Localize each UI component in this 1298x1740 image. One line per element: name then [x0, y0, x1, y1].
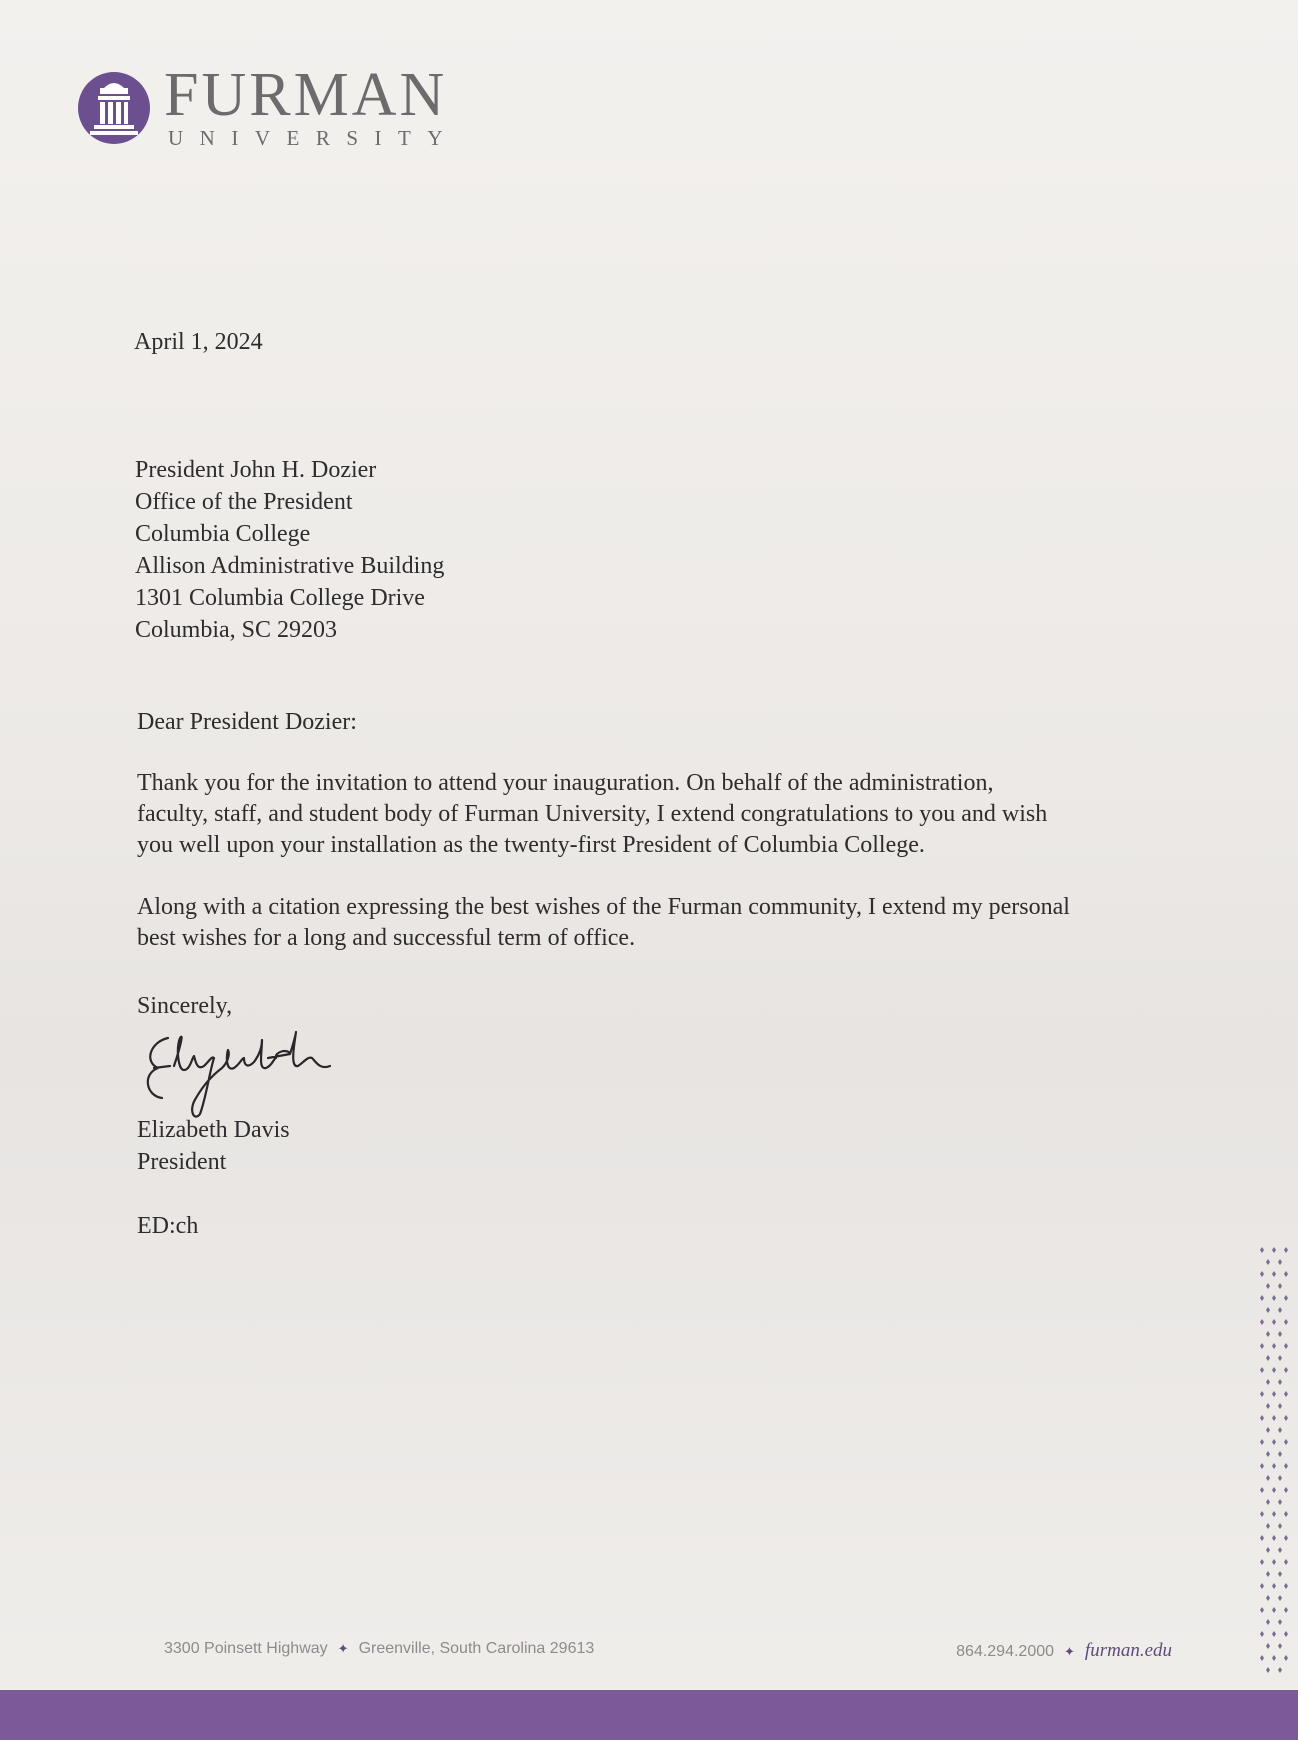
- pattern-dot: [1284, 1511, 1288, 1517]
- pattern-dot: [1260, 1319, 1264, 1325]
- pattern-dot: [1278, 1403, 1282, 1409]
- pattern-dot: [1260, 1583, 1264, 1589]
- pattern-dot: [1266, 1523, 1270, 1529]
- pattern-dot: [1278, 1259, 1282, 1265]
- pattern-dot: [1272, 1271, 1276, 1277]
- pattern-dot: [1260, 1343, 1264, 1349]
- footer-address: [164, 1640, 594, 1658]
- pattern-dot: [1284, 1271, 1288, 1277]
- pattern-dot: [1266, 1619, 1270, 1625]
- pattern-dot: [1272, 1631, 1276, 1637]
- bottom-purple-bar: [0, 1690, 1298, 1740]
- pattern-dot: [1266, 1451, 1270, 1457]
- pattern-dot: [1278, 1595, 1282, 1601]
- pattern-dot: [1284, 1415, 1288, 1421]
- pattern-dot: [1284, 1487, 1288, 1493]
- pattern-dot: [1266, 1571, 1270, 1577]
- handwritten-signature: [140, 1018, 400, 1118]
- closing: Sincerely,: [137, 993, 233, 1019]
- pattern-dot: [1284, 1607, 1288, 1613]
- address-line: President John H. Dozier: [135, 457, 377, 483]
- pattern-dot: [1266, 1259, 1270, 1265]
- pattern-dot: [1260, 1415, 1264, 1421]
- address-line: Allison Administrative Building: [135, 553, 445, 579]
- pattern-dot: [1260, 1367, 1264, 1373]
- pattern-dot: [1272, 1295, 1276, 1301]
- pattern-dot: [1272, 1655, 1276, 1661]
- pattern-dot: [1284, 1319, 1288, 1325]
- pattern-dot: [1284, 1655, 1288, 1661]
- pattern-dot: [1278, 1451, 1282, 1457]
- paragraph-line: Thank you for the invitation to attend your inauguration. On behalf of the administration,: [137, 770, 994, 796]
- recipient-address: [135, 454, 444, 646]
- body-paragraph-1: [137, 768, 1047, 861]
- pattern-dot: [1272, 1439, 1276, 1445]
- pattern-dot: [1272, 1415, 1276, 1421]
- pattern-dot: [1266, 1643, 1270, 1649]
- pattern-dot: [1266, 1475, 1270, 1481]
- pattern-dot: [1260, 1271, 1264, 1277]
- paragraph-line: you well upon your installation as the twenty-first President of Columbia College.: [137, 832, 925, 858]
- pattern-dot: [1266, 1547, 1270, 1553]
- pattern-dot: [1278, 1643, 1282, 1649]
- letter-date: April 1, 2024: [134, 329, 263, 355]
- pattern-dot: [1278, 1667, 1282, 1673]
- pattern-dot: [1272, 1487, 1276, 1493]
- pattern-dot: [1260, 1535, 1264, 1541]
- pattern-dot: [1260, 1511, 1264, 1517]
- pattern-dot: [1284, 1463, 1288, 1469]
- pattern-dot: [1266, 1427, 1270, 1433]
- pattern-dot: [1272, 1535, 1276, 1541]
- pattern-dot: [1284, 1367, 1288, 1373]
- pattern-dot: [1284, 1343, 1288, 1349]
- pattern-dot: [1278, 1427, 1282, 1433]
- pattern-dot: [1260, 1487, 1264, 1493]
- pattern-dot: [1272, 1343, 1276, 1349]
- footer-website: furman.edu: [1084, 1640, 1172, 1661]
- pattern-dot: [1284, 1583, 1288, 1589]
- pattern-dot: [1266, 1355, 1270, 1361]
- address-line: 1301 Columbia College Drive: [135, 585, 425, 611]
- pattern-dot: [1278, 1619, 1282, 1625]
- pattern-dot: [1260, 1631, 1264, 1637]
- pattern-dot: [1272, 1367, 1276, 1373]
- pattern-dot: [1260, 1247, 1264, 1253]
- pattern-dot: [1266, 1331, 1270, 1337]
- pattern-dot: [1284, 1439, 1288, 1445]
- pattern-dot: [1260, 1439, 1264, 1445]
- footer-phone: 864.294.2000: [956, 1643, 1055, 1660]
- pattern-dot: [1278, 1475, 1282, 1481]
- pattern-dot: [1278, 1571, 1282, 1577]
- footer-contact: [956, 1640, 1172, 1662]
- pattern-dot: [1278, 1523, 1282, 1529]
- footer-city: Greenville, South Carolina 29613: [358, 1640, 595, 1657]
- diamond-separator-icon: ✦: [337, 1641, 349, 1656]
- pattern-dot: [1278, 1547, 1282, 1553]
- pattern-dot: [1284, 1535, 1288, 1541]
- pattern-dot: [1272, 1559, 1276, 1565]
- pattern-dot: [1260, 1655, 1264, 1661]
- pattern-dot: [1272, 1607, 1276, 1613]
- paragraph-line: Along with a citation expressing the best wishes of the Furman community, I extend my personal: [137, 894, 1070, 920]
- reference-initials: ED:ch: [137, 1213, 199, 1239]
- pattern-dot: [1260, 1559, 1264, 1565]
- address-line: Columbia College: [135, 521, 311, 547]
- pattern-dot: [1278, 1307, 1282, 1313]
- pattern-dot: [1284, 1295, 1288, 1301]
- footer-street: 3300 Poinsett Highway: [164, 1640, 328, 1657]
- paragraph-line: faculty, staff, and student body of Furman University, I extend congratulations to you and wish: [137, 801, 1048, 827]
- pattern-dot: [1284, 1559, 1288, 1565]
- pattern-dot: [1260, 1295, 1264, 1301]
- pattern-dot: [1266, 1283, 1270, 1289]
- pattern-dot: [1260, 1463, 1264, 1469]
- pattern-dot: [1266, 1499, 1270, 1505]
- paragraph-line: best wishes for a long and successful term of office.: [137, 925, 636, 951]
- pattern-dot: [1272, 1511, 1276, 1517]
- body-paragraph-2: [137, 892, 1070, 954]
- pattern-dot: [1266, 1595, 1270, 1601]
- pattern-dot: [1284, 1631, 1288, 1637]
- pattern-dot: [1284, 1391, 1288, 1397]
- pattern-dot: [1272, 1319, 1276, 1325]
- signer-title: President: [137, 1149, 227, 1175]
- pattern-dot: [1278, 1283, 1282, 1289]
- pattern-dot: [1266, 1667, 1270, 1673]
- pattern-dot: [1278, 1331, 1282, 1337]
- pattern-dot: [1278, 1355, 1282, 1361]
- furman-logo: [78, 61, 518, 160]
- logo-subtitle: UNIVERSITY: [168, 126, 459, 150]
- decorative-dot-pattern: [1256, 1244, 1292, 1684]
- address-line: Columbia, SC 29203: [135, 617, 338, 643]
- pattern-dot: [1278, 1499, 1282, 1505]
- university-seal-icon: [78, 72, 150, 144]
- pattern-dot: [1272, 1247, 1276, 1253]
- pattern-dot: [1266, 1307, 1270, 1313]
- pattern-dot: [1266, 1379, 1270, 1385]
- pattern-dot: [1272, 1583, 1276, 1589]
- signer-name: Elizabeth Davis: [137, 1117, 290, 1143]
- pattern-dot: [1260, 1607, 1264, 1613]
- pattern-dot: [1266, 1403, 1270, 1409]
- pattern-dot: [1272, 1463, 1276, 1469]
- pattern-dot: [1278, 1379, 1282, 1385]
- pattern-dot: [1272, 1391, 1276, 1397]
- address-line: Office of the President: [135, 489, 353, 515]
- logo-wordmark: FURMAN: [164, 61, 448, 129]
- pattern-dot: [1260, 1391, 1264, 1397]
- pattern-dot: [1284, 1247, 1288, 1253]
- salutation: Dear President Dozier:: [137, 709, 357, 735]
- diamond-separator-icon: ✦: [1064, 1644, 1075, 1659]
